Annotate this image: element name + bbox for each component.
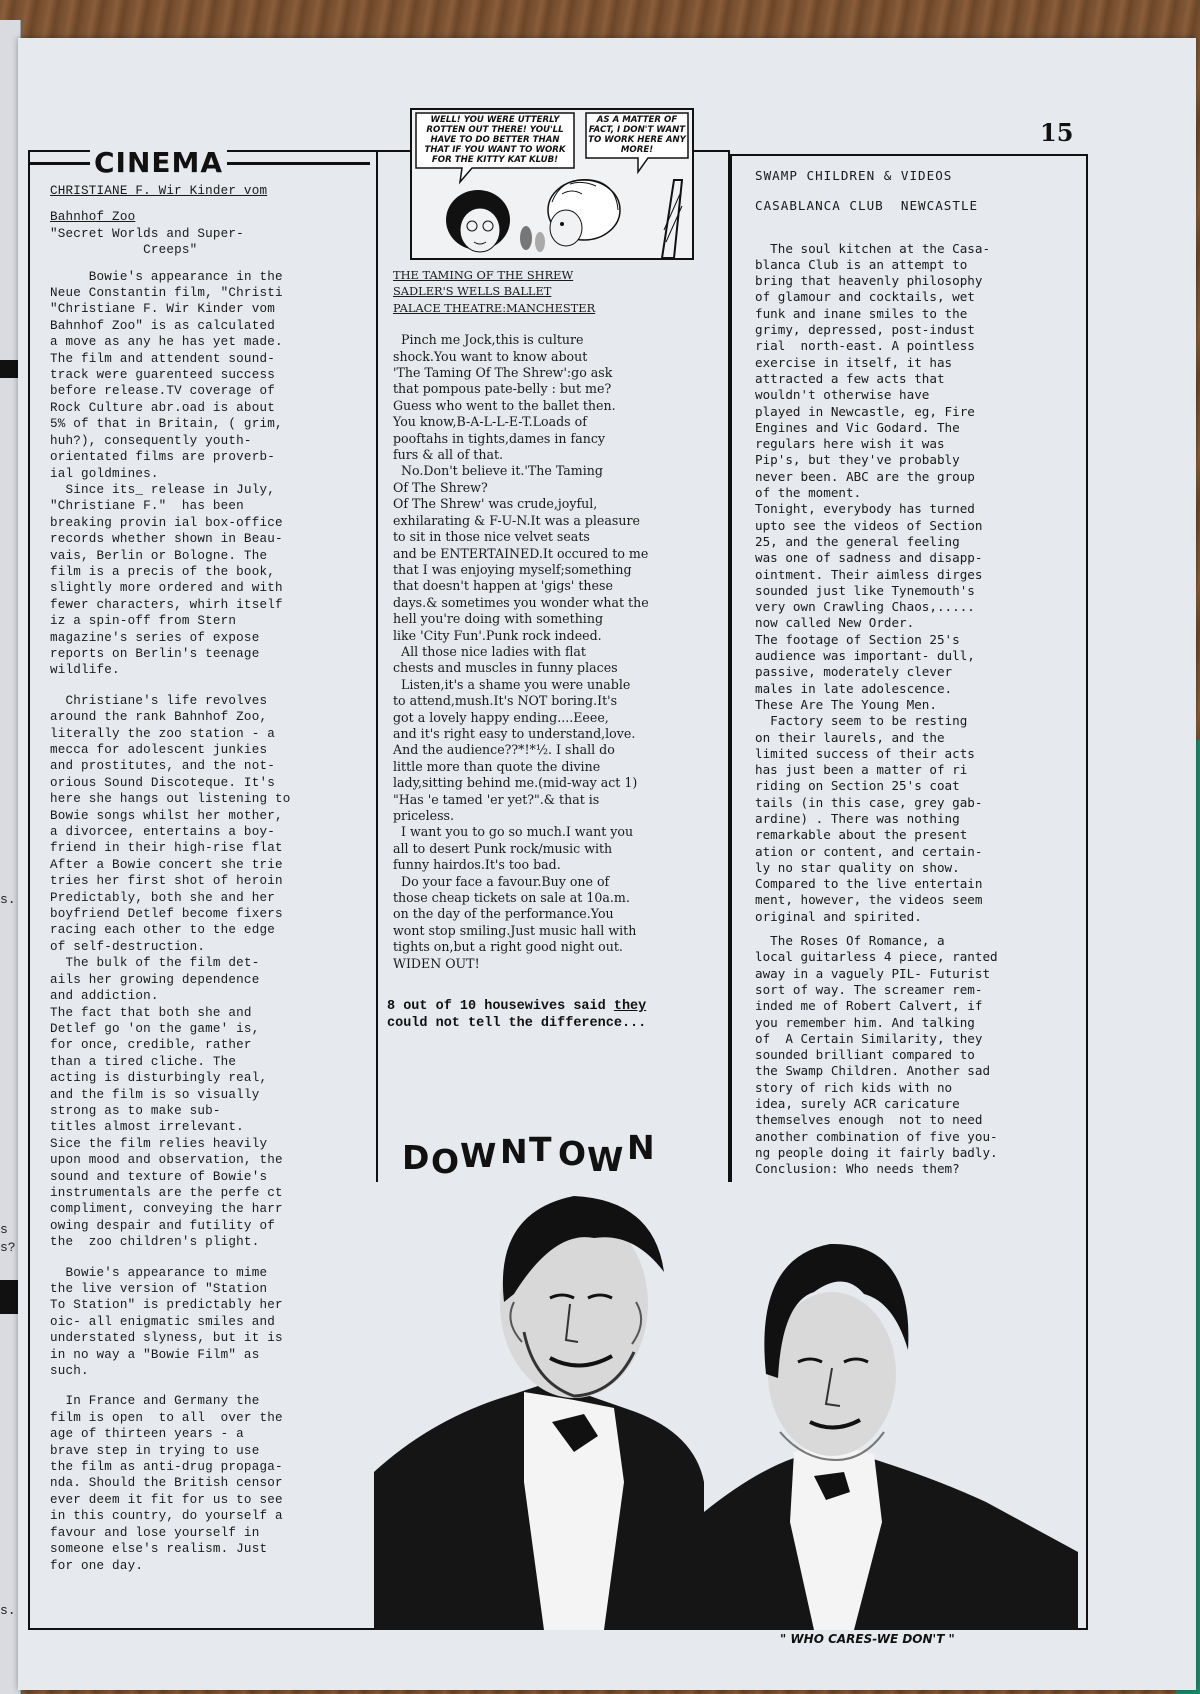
shrew-company: SADLER'S WELLS BALLET	[393, 284, 552, 299]
shrew-review	[393, 267, 723, 972]
downtown-wavy-text	[402, 1125, 722, 1185]
downtown-letter: O	[558, 1134, 589, 1173]
downtown-letter: D	[402, 1138, 432, 1177]
tagline-underlined-word: they	[613, 999, 647, 1014]
review-paragraph: Bowie's appearance in the Neue Constantin film, "Christi "Christiane F. Wir Kinder vom Bahnhof Zoo" is as calculated a move as any he has yet made. The film and attendent sound- track were guarenteed success before release.TV coverage of Rock Culture abr.oad is about 5% of that in Britain, ( grim, huh?), consequently youth- orientated films are proverb- ial goldmines. Since its_ release in July, "Christiane F." has been breaking provin ial box-office records whether shown in Beau- vais, Berlin or Bologne. The film is a precis of the book, slightly more ordered and with fewer characters, whirh itself iz a spin-off from Stern magazine's series of expose reports on Berlin's teenage wildlife.	[50, 269, 283, 678]
downtown-photo	[374, 1182, 1078, 1630]
review-paragraph: In France and Germany the film is open to all over the age of thirteen years - a brave step in trying to use the film as anti-drug propaga- nda. Should the British censor ever deem it fit for us to see in this country, do yourself a favour and lose yourself in someone else's realism. Just for one day.	[50, 1394, 283, 1573]
downtown-letter: O	[431, 1142, 462, 1181]
shrew-header	[393, 267, 723, 316]
tagline-part: could not tell the difference...	[387, 1016, 647, 1031]
prev-page-mark	[0, 360, 20, 378]
swamp-children-review	[755, 168, 1065, 1186]
downtown-letter: W	[587, 1140, 626, 1179]
downtown-text	[402, 1128, 657, 1181]
prev-page-fragment: s	[0, 1222, 8, 1237]
prev-page-mark	[0, 1280, 20, 1314]
comic-panel	[410, 108, 694, 260]
swamp-venue: CASABLANCA CLUB NEWCASTLE	[755, 198, 979, 214]
swamp-paragraph: The Roses Of Romance, a local guitarless 4 piece, ranted away in a vaguely PIL- Futurist sort of way. The screamer rem- inded me of Robert Calvert, if you remember him. And talking of A Certain Similarity, they sounded brilliant compared to the Swamp Children. Another sad story of rich kids with no idea, surely ACR caricature themselves enough not to need another combination of five you- ng people doing it fairly badly. Conclusion: Who needs them?	[755, 933, 998, 1177]
prev-page-fragment: s?	[0, 1240, 16, 1255]
film-title: CHRISTIANE F. Wir Kinder vom	[50, 184, 268, 198]
review-paragraph: Bowie's appearance to mime the live version of "Station To Station" is predictably her oic- all enigmatic smiles and understated slyness, but it is in no way a "Bowie Film" as such.	[50, 1265, 283, 1379]
downtown-letter: N	[627, 1128, 657, 1167]
review-subtitle: "Secret Worlds and Super- Creeps"	[50, 226, 244, 258]
shrew-title: THE TAMING OF THE SHREW	[393, 268, 574, 282]
prev-page-fragment: s.	[0, 892, 16, 907]
shrew-venue: PALACE THEATRE:MANCHESTER	[393, 300, 596, 315]
downtown-letter: T	[529, 1130, 554, 1169]
downtown-letter: N	[500, 1132, 530, 1171]
cinema-logo	[30, 146, 370, 180]
review-paragraph: Christiane's life revolves around the rank Bahnhof Zoo, literally the zoo station - a mecca for adolescent junkies and prostitutes, and the not- orious Sound Discoteque. It's here she hangs out listening to Bowie songs whilst her mother, a divorcee, entertains a boy- friend in their high-rise flat After a Bowie concert she trie tries her first shot of heroin Predictably, both she and her boyfriend Detlef become fixers racing each other to the edge of self-destruction. The bulk of the film det- ails her growing dependence and addiction. The fact that both she and Detlef go 'on the game' is, for once, credible, rather than a tired cliche. The acting is disturbingly real, and the film is so visually strong as to make sub- titles almost irrelevant. Sice the film relies heavily upon mood and observation, the sound and texture of Bowie's instrumentals are the perfe ct compliment, conveying the harr owing despair and futility of the zoo children's plight.	[50, 693, 291, 1250]
tagline-part: 8 out of 10 housewives said	[387, 999, 614, 1014]
film-title-cont: Bahnhof Zoo	[50, 210, 136, 225]
page-number: 15	[1040, 118, 1074, 147]
prev-page-fragment: s.	[0, 1603, 16, 1618]
swamp-title: SWAMP CHILDREN & VIDEOS	[755, 168, 953, 183]
photo-caption: " WHO CARES-WE DON'T "	[780, 1632, 955, 1646]
comic-speech-bubble: WELL! YOU WERE UTTERLY ROTTEN OUT THERE! YOU'LL HAVE TO DO BETTER THAN THAT IF YOU WANT TO WORK FOR THE KITTY KAT KLUB!	[424, 115, 566, 165]
logo-rule	[30, 162, 90, 165]
downtown-letter: W	[460, 1136, 499, 1175]
swamp-paragraph: The soul kitchen at the Casa- blanca Club is an attempt to bring that heavenly philosophy of glamour and cocktails, wet funk and inane smiles to the grimy, depressed, post-indust rial north-east. A pointless exercise in itself, it has attracted a few acts that wouldn't otherwise have played in Newcastle, eg, Fire Engines and Vic Godard. The regulars here wish it was Pip's, but they've probably never been. ABC are the group of the moment. Tonight, everybody has turned upto see the videos of Section 25, and the general feeling was one of sadness and disapp- ointment. Their aimless dirges sounded just like Tynemouth's very own Crawling Chaos,..... now called New Order. The footage of Section 25's audience was important- dull, passive, moderately clever males in late adolescence. These Are The Young Men. Factory seem to be resting on their laurels, and the limited success of their acts has just been a matter of ri riding on Section 25's coat tails (in this case, grey gab- ardine) . There was nothing remarkable about the present ation or content, and certain- ly no star quality on show. Compared to the live entertain ment, however, the videos seem original and spirited.	[755, 240, 991, 924]
housewives-tagline	[387, 998, 727, 1032]
cinema-heading: CINEMA	[90, 146, 227, 179]
cinema-review	[50, 183, 350, 1588]
shrew-body: Pinch me Jock,this is culture shock.You want to know about 'The Taming Of The Shrew':go ask that pompous pate-belly : but me? Guess who went to the ballet then. You know,B-A-L-L-E-T.Loads of pooftahs in tights,dames in fancy furs & all of that. No.Don't believe it.'The Taming Of The Shrew? Of The Shrew' was crude,joyful, exhilarating & F-U-N.It was a pleasure to sit in those nice velvet seats and be ENTERTAINED.It occured to me that I was enjoying myself;something that doesn't happen at 'gigs' these days.& sometimes you wonder what the hell you're doing with something like 'City Fun'.Punk rock indeed. All those nice ladies with flat chests and muscles in funny places Listen,it's a shame you were unable to attend,mush.It's NOT boring.It's got a lovely happy ending....Eeee, and it's right easy to understand,love. And the audience??*!*½. I shall do little more than quote the divine lady,sitting behind me.(mid-way act 1) "Has 'e tamed 'er yet?".& that is priceless. I want you to go so much.I want you all to desert Punk rock/music with funny hairdos.It's too bad. Do your face a favour.Buy one of those cheap tickets on sale at 10a.m. on the day of the performance.You wont stop smiling.Just music hall with tights on,but a right good night out. WIDEN OUT!	[393, 332, 649, 971]
two-men-photo	[374, 1182, 1078, 1630]
comic-speech-bubble: AS A MATTER OF FACT, I DON'T WANT TO WORK HERE ANY MORE!	[588, 115, 686, 155]
